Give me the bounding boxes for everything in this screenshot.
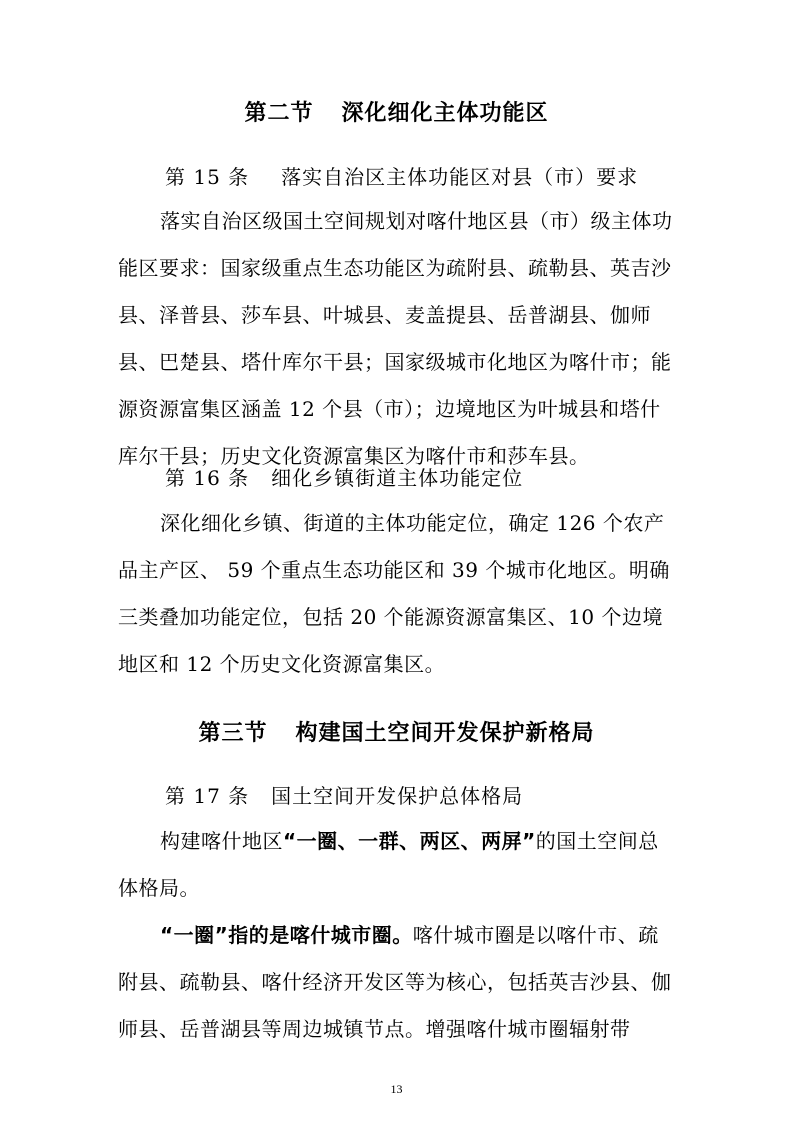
section-heading-3 [0,716,793,747]
article-17-paragraph-2 [118,912,678,1053]
section-number: 第三节 [198,721,268,746]
article-15-paragraph: 落实自治区级国土空间规划对喀什地区县（市）级主体功能区要求：国家级重点生态功能区为疏附县、疏勒县、英吉沙县、泽普县、莎车县、叶城县、麦盖提县、岳普湖县、伽师县、巴楚县、塔什库尔干县；国家级城市化地区为喀什市；能源资源富集区涵盖 12 个县（市）；边境地区为叶城县和塔什库尔干县；历史文化资源富集区为喀什市和莎车县。 [118,209,673,468]
bold-text-run: “一圈”指的是喀什城市圈。 [160,923,413,947]
article-label: 第 17 条 [165,784,250,808]
article-title: 细化乡镇街道主体功能定位 [271,466,524,490]
text-run: 喀什城市圈是以喀什市、疏附县、疏勒县、喀什经济开发区等为核心，包括英吉沙县、伽师县、岳普湖县等周边城镇节点。增强喀什城市圈辐射带 [118,923,672,1041]
article-title: 落实自治区主体功能区对县（市）要求 [281,165,639,189]
article-heading-17 [165,780,523,809]
section-title: 深化细化主体功能区 [341,101,549,126]
section-title: 构建国土空间开发保护新格局 [295,721,595,746]
page-number: 13 [390,1082,403,1096]
section-number: 第二节 [244,101,314,126]
article-16-paragraph: 深化细化乡镇、街道的主体功能定位，确定 126 个农产品主产区、 59 个重点生态功能区和 39 个城市化地区。明确三类叠加功能定位，包括 20 个能源资源富集区、10 个边境地区和 12 个历史文化资源富集区。 [118,511,670,676]
text-run: 的国土空间总体格局。 [118,829,659,900]
article-heading-16 [165,462,523,491]
section-heading-2 [0,96,793,127]
article-title: 国土空间开发保护总体格局 [271,784,524,808]
article-label: 第 16 条 [165,466,250,490]
article-17-paragraph-1 [118,818,678,912]
article-heading-15 [165,161,638,190]
bold-text-run: “一圈、一群、两区、两屏” [283,829,536,853]
text-run: 构建喀什地区 [160,829,283,853]
article-label: 第 15 条 [165,165,250,189]
